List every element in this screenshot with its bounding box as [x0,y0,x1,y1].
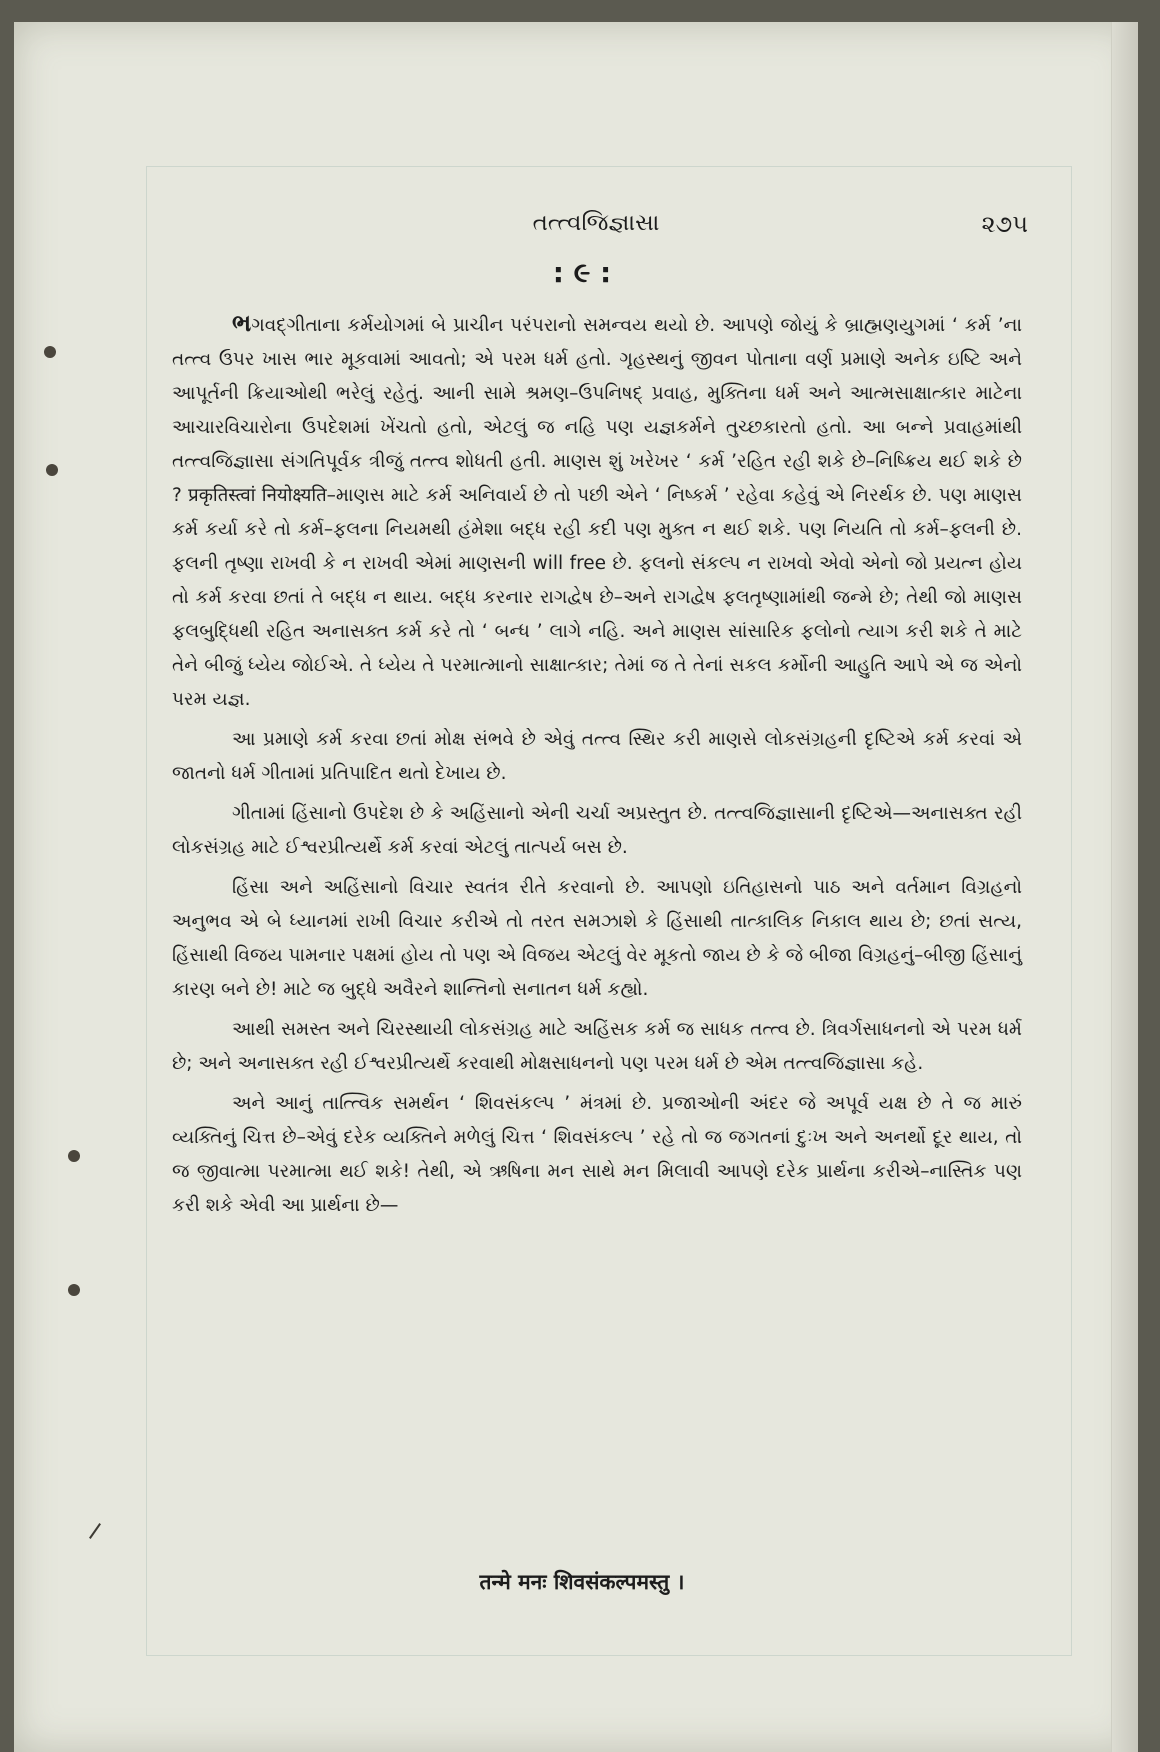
binding-hole [68,1284,80,1296]
paragraph-text: ગવદ્ગીતાના કર્મયોગમાં બે પ્રાચીન પરંપરાનો સમન્વય થયો છે. આપણે જોયું કે બ્રાહ્મણયુગમાં ‘ કર્મ ’ના તત્ત્વ ઉપર ખાસ ભાર મૂકવામાં આવતો; એ પરમ ધર્મ હતો. ગૃહસ્થનું જીવન પોતાના વર્ણ પ્રમાણે અનેક ઇષ્ટિ અને આપૂર્તની ક્રિયાઓથી ભરેલું રહેતું. આની સામે શ્રમણ–ઉપનિષદ્ પ્રવાહ, મુક્તિના ધર્મ અને આત્મસાક્ષાત્કાર માટેના આચારવિચારોના ઉપદેશમાં ખેંચતો હતો, એટલું જ નહિ પણ યજ્ઞકર્મને તુચ્છકારતો હતો. આ બન્ને પ્રવાહમાંથી તત્ત્વજિજ્ઞાસા સંગતિપૂર્વક ત્રીજું તત્ત્વ શોધતી હતી. માણસ શું ખરેખર ‘ કર્મ ’રહિત રહી શકે છે–નિષ્ક્રિય થઈ શકે છે ? प्रकृतिस्त्वां नियोक्ष्यति–માણસ માટે કર્મ અનિવાર્ય છે તો પછી એને ‘ નિષ્કર્મ ’ રહેવા કહેવું એ નિરર્થક છે. પણ માણસ કર્મ કર્યા કરે તો કર્મ–ફલના નિયમથી હંમેશા બદ્ધ રહી કદી પણ મુક્ત ન થઈ શકે. પણ નિયતિ તો કર્મ–ફલની છે. ફલની તૃષ્ણા રાખવી કે ન રાખવી એમાં માણસની will free છે. ફલનો સંકલ્પ ન રાખવો એવો એનો જો પ્રયત્ન હોય તો કર્મ કરવા છતાં તે બદ્ધ ન થાય. બદ્ધ કરનાર રાગદ્વેષ છે–અને રાગદ્વેષ ફલતૃષ્ણામાંથી જન્મે છે; તેથી જો માણસ ફલબુદ્ધિથી રહિત અનાસક્ત કર્મ કરે તો ‘ બન્ધ ’ લાગે નહિ. અને માણસ સાંસારિક ફલોનો ત્યાગ કરી શકે તે માટે તેને બીજું ધ્યેય જોઈએ. તે ધ્યેય તે પરમાત્માનો સાક્ષાત્કાર; તેમાં જ તે તેનાં સકલ કર્મોની આહુતિ આપે એ જ એનો પરમ યજ્ઞ. [172,315,1022,710]
page-edge [1111,22,1138,1752]
paragraph: ગીતામાં હિંસાનો ઉપદેશ છે કે અહિંસાનો એની ચર્ચા અપ્રસ્તુત છે. તત્ત્વજિજ્ઞાસાની દૃષ્ટિએ—અનાસક્ત રહી લોકસંગ્રહ માટે ઈશ્વરપ્રીત્યર્થે કર્મ કરવાં એટલું તાત્પર્ય બસ છે. [172,803,1022,858]
binding-hole [46,464,58,476]
drop-cap: ભ [232,309,252,337]
section-number: : ૯ : [552,256,612,289]
binding-hole [44,346,56,358]
paper-mark [89,1523,101,1539]
paragraph: આ પ્રમાણે કર્મ કરવા છતાં મોક્ષ સંભવે છે એવું તત્ત્વ સ્થિર કરી માણસે લોકસંગ્રહની દૃષ્ટિએ કર્મ કરવાં એ જાતનો ધર્મ ગીતામાં પ્રતિપાદિત થતો દેખાય છે. [172,729,1022,784]
page-header [164,210,1028,250]
running-title: તત્ત્વજિજ્ઞાસા [532,210,660,236]
body-text [172,306,1022,1229]
paragraph: આથી સમસ્ત અને ચિરસ્થાયી લોકસંગ્રહ માટે અહિંસક કર્મ જ સાધક તત્ત્વ છે. ત્રિવર્ગસાધનનો એ પરમ ધર્મ છે; અને અનાસક્ત રહી ઈશ્વરપ્રીત્યર્થે કરવાથી મોક્ષસાધનનો પણ પરમ ધર્મ છે એમ તત્ત્વજિજ્ઞાસા કહે. [172,1019,1022,1074]
binding-hole [68,1150,80,1162]
page-number: ૨૭૫ [981,210,1028,238]
closing-mantra: तन्मे मनः शिवसंकल्पमस्तु । [479,1570,685,1594]
paragraph [172,306,1022,717]
paragraph: અને આનું તાત્ત્વિક સમર્થન ‘ શિવસંકલ્પ ’ મંત્રમાં છે. પ્રજાઓની અંદર જે અપૂર્વ યક્ષ છે તે જ મારું વ્યક્તિનું ચિત્ત છે–એવું દરેક વ્યક્તિને મળેલું ચિત્ત ‘ શિવસંકલ્પ ’ રહે તો જ જગતનાં દુઃખ અને અનર્થો દૂર થાય, તો જ જીવાત્મા પરમાત્મા થઈ શકે! તેથી, એ ઋષિના મન સાથે મન મિલાવી આપણે દરેક પ્રાર્થના કરીએ–નાસ્તિક પણ કરી શકે એવી આ પ્રાર્થના છે— [172,1093,1022,1216]
paragraph: હિંસા અને અહિંસાનો વિચાર સ્વતંત્ર રીતે કરવાનો છે. આપણો ઇતિહાસનો પાઠ અને વર્તમાન વિગ્રહનો અનુભવ એ બે ધ્યાનમાં રાખી વિચાર કરીએ તો તરત સમઝાશે કે હિંસાથી તાત્કાલિક નિકાલ થાય છે; છતાં સત્ય, હિંસાથી વિજય પામનાર પક્ષમાં હોય તો પણ એ વિજય એટલું વેર મૂકતો જાય છે કે જે બીજા વિગ્રહનું–બીજી હિંસાનું કારણ બને છે! માટે જ બુદ્ધે અવૈરને શાન્તિનો સનાતન ધર્મ કહ્યો. [172,877,1022,1000]
